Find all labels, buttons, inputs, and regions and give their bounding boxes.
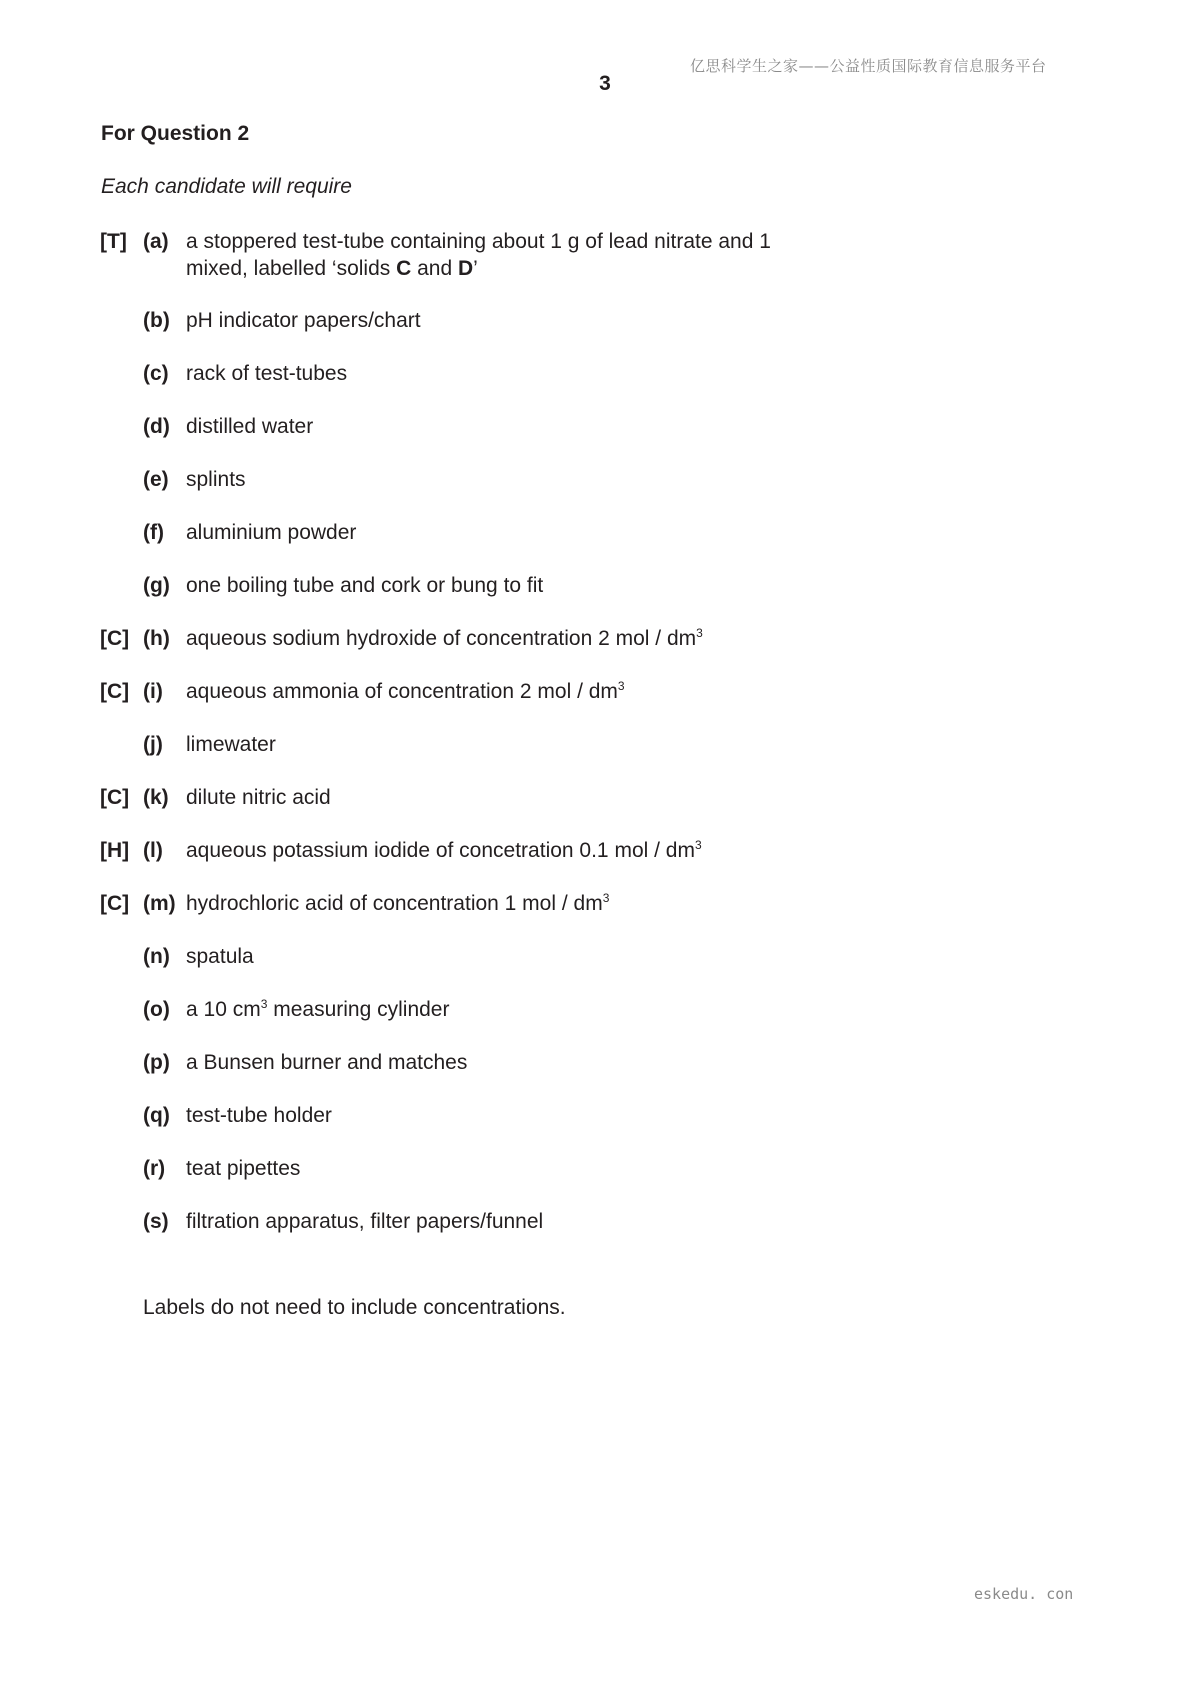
item-text: splints: [186, 468, 246, 491]
item-letter: (c): [143, 362, 169, 385]
watermark-bottom: eskedu. con: [974, 1585, 1074, 1603]
item-text: pH indicator papers/chart: [186, 309, 421, 332]
item-letter: (m): [143, 892, 176, 915]
item-text: teat pipettes: [186, 1157, 301, 1180]
page-number: 3: [599, 72, 611, 95]
item-text: a stoppered test-tube containing about 1 g of lead nitrate and 1 mixed, labelled ‘solids C and D’: [186, 230, 771, 280]
item-letter: (j): [143, 733, 163, 756]
item-text: a 10 $cm^3$ measuring cylinder: [186, 997, 450, 1021]
item-text: filtration apparatus, filter papers/funnel: [186, 1210, 544, 1233]
item-text: one boiling tube and cork or bung to fit: [186, 574, 544, 597]
item-letter: (q): [143, 1104, 170, 1127]
footer-note: Labels do not need to include concentrations.: [143, 1296, 566, 1319]
item-text: test-tube holder: [186, 1104, 332, 1127]
item-text: aqueous ammonia of concentration 2 mol / $dm^3$: [186, 679, 625, 703]
item-tag: [C]: [100, 786, 130, 809]
item-letter: (g): [143, 574, 170, 597]
item-text: rack of test-tubes: [186, 362, 348, 385]
item-text: aqueous potassium iodide of concetration 0.1 mol / $dm^3$: [186, 838, 702, 862]
item-letter: (f): [143, 521, 164, 544]
page-heading: For Question 2: [101, 122, 250, 145]
item-tag: [T]: [100, 230, 127, 253]
item-letter: (d): [143, 415, 170, 438]
item-tag: [C]: [100, 627, 130, 650]
item-letter: (i): [143, 680, 163, 703]
item-letter: (a): [143, 230, 169, 253]
item-letter: (r): [143, 1157, 166, 1180]
item-letter: (p): [143, 1051, 170, 1074]
item-letter: (n): [143, 945, 170, 968]
item-text: aqueous sodium hydroxide of concentration 2 mol / $dm^3$: [186, 626, 703, 650]
intro-text: Each candidate will require: [101, 175, 352, 198]
item-text: aluminium powder: [186, 521, 357, 544]
item-text: dilute nitric acid: [186, 786, 331, 809]
item-letter: (s): [143, 1210, 169, 1233]
item-tag: [H]: [100, 839, 130, 862]
item-text: hydrochloric acid of concentration 1 mol / $dm^3$: [186, 891, 610, 915]
item-letter: (e): [143, 468, 169, 491]
item-letter: (b): [143, 309, 170, 332]
item-letter: (l): [143, 839, 163, 862]
item-text: distilled water: [186, 415, 314, 438]
item-text: a Bunsen burner and matches: [186, 1051, 468, 1074]
item-tag: [C]: [100, 892, 130, 915]
item-tag: [C]: [100, 680, 130, 703]
item-text: limewater: [186, 733, 276, 756]
item-letter: (o): [143, 998, 170, 1021]
watermark-top: 亿思科学生之家——公益性质国际教育信息服务平台: [690, 57, 1047, 75]
item-letter: (h): [143, 627, 170, 650]
item-text: spatula: [186, 945, 254, 968]
item-letter: (k): [143, 786, 169, 809]
